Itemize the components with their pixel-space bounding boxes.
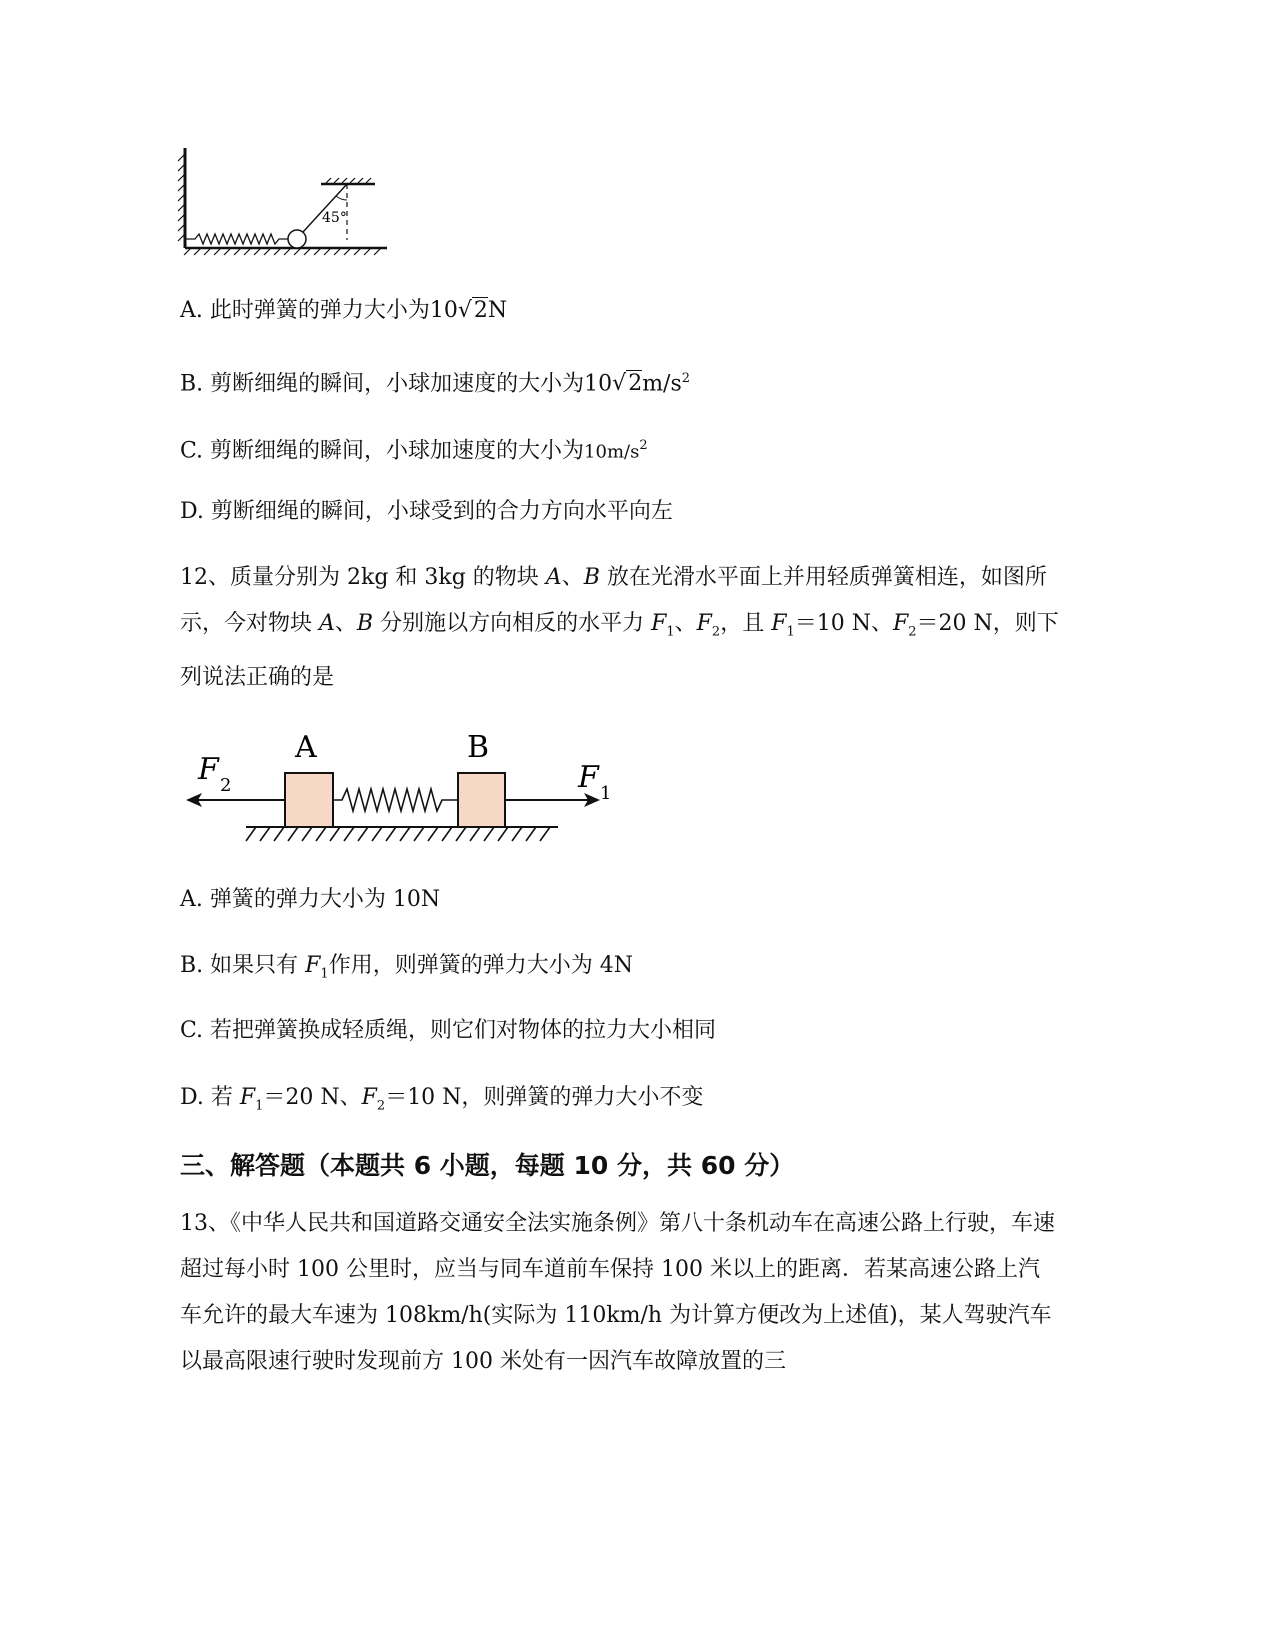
label-b: B — [467, 730, 490, 765]
q12-option-b: B. 如果只有 $F_1$作用，则弹簧的弹力大小为 4N — [180, 953, 633, 982]
q11-option-c: C. 剪断细绳的瞬间，小球加速度的大小为$10m/s^2$ — [180, 438, 648, 464]
q12-option-a: A. 弹簧的弹力大小为 10N — [180, 887, 441, 912]
spring-ball-figure — [175, 140, 395, 265]
label-f1: F — [578, 760, 599, 795]
q12-stem: 12、质量分别为 2kg 和 3kg 的物块 A、B 放在光滑水平面上并用轻质弹簧相连，如图所示，今对物块 A、B 分别施以方向相反的水平力 $F_1$、$F_2$，且 $F_1=10$ N、$F_2=20$ N，则下列说法正确的是 — [180, 565, 1059, 691]
blocks-spring-figure — [180, 725, 620, 850]
section-3-heading: 三、解答题（本题共 6 小题，每题 10 分，共 60 分） — [180, 1151, 795, 1180]
q12-option-c: C. 若把弹簧换成轻质绳，则它们对物体的拉力大小相同 — [180, 1018, 717, 1043]
block-b — [458, 773, 505, 827]
q13-stem: 13、《中华人民共和国道路交通安全法实施条例》第八十条机动车在高速公路上行驶，车速超过每小时 100 公里时，应当与同车道前车保持 100 米以上的距离．若某高速公路上汽车允许的最大车速为 108km/h(实际为 110km/h 为计算方便改为上述值)，某人驾驶汽车以最高限速行驶时发现前方 100 米处有一因汽车故障放置的三 — [180, 1211, 1055, 1374]
block-a — [285, 773, 333, 827]
q11-option-d: D. 剪断细绳的瞬间，小球受到的合力方向水平向左 — [180, 499, 673, 524]
q12-option-d: D. 若 $F_1=20$ N、$F_2=10$ N，则弹簧的弹力大小不变 — [180, 1085, 704, 1114]
spring — [185, 234, 288, 244]
label-f2-sub: 2 — [220, 775, 232, 796]
label-f1-sub: 1 — [600, 783, 612, 804]
label-f2: F — [198, 752, 219, 787]
q11-option-b: B. 剪断细绳的瞬间，小球加速度的大小为$10√2m/s^2$ — [180, 371, 691, 397]
ball — [288, 230, 306, 248]
label-a: A — [295, 730, 317, 765]
q11-option-a: A. 此时弹簧的弹力大小为10√2N — [180, 298, 508, 323]
angle-label: 45° — [322, 210, 347, 226]
spring — [333, 789, 458, 811]
